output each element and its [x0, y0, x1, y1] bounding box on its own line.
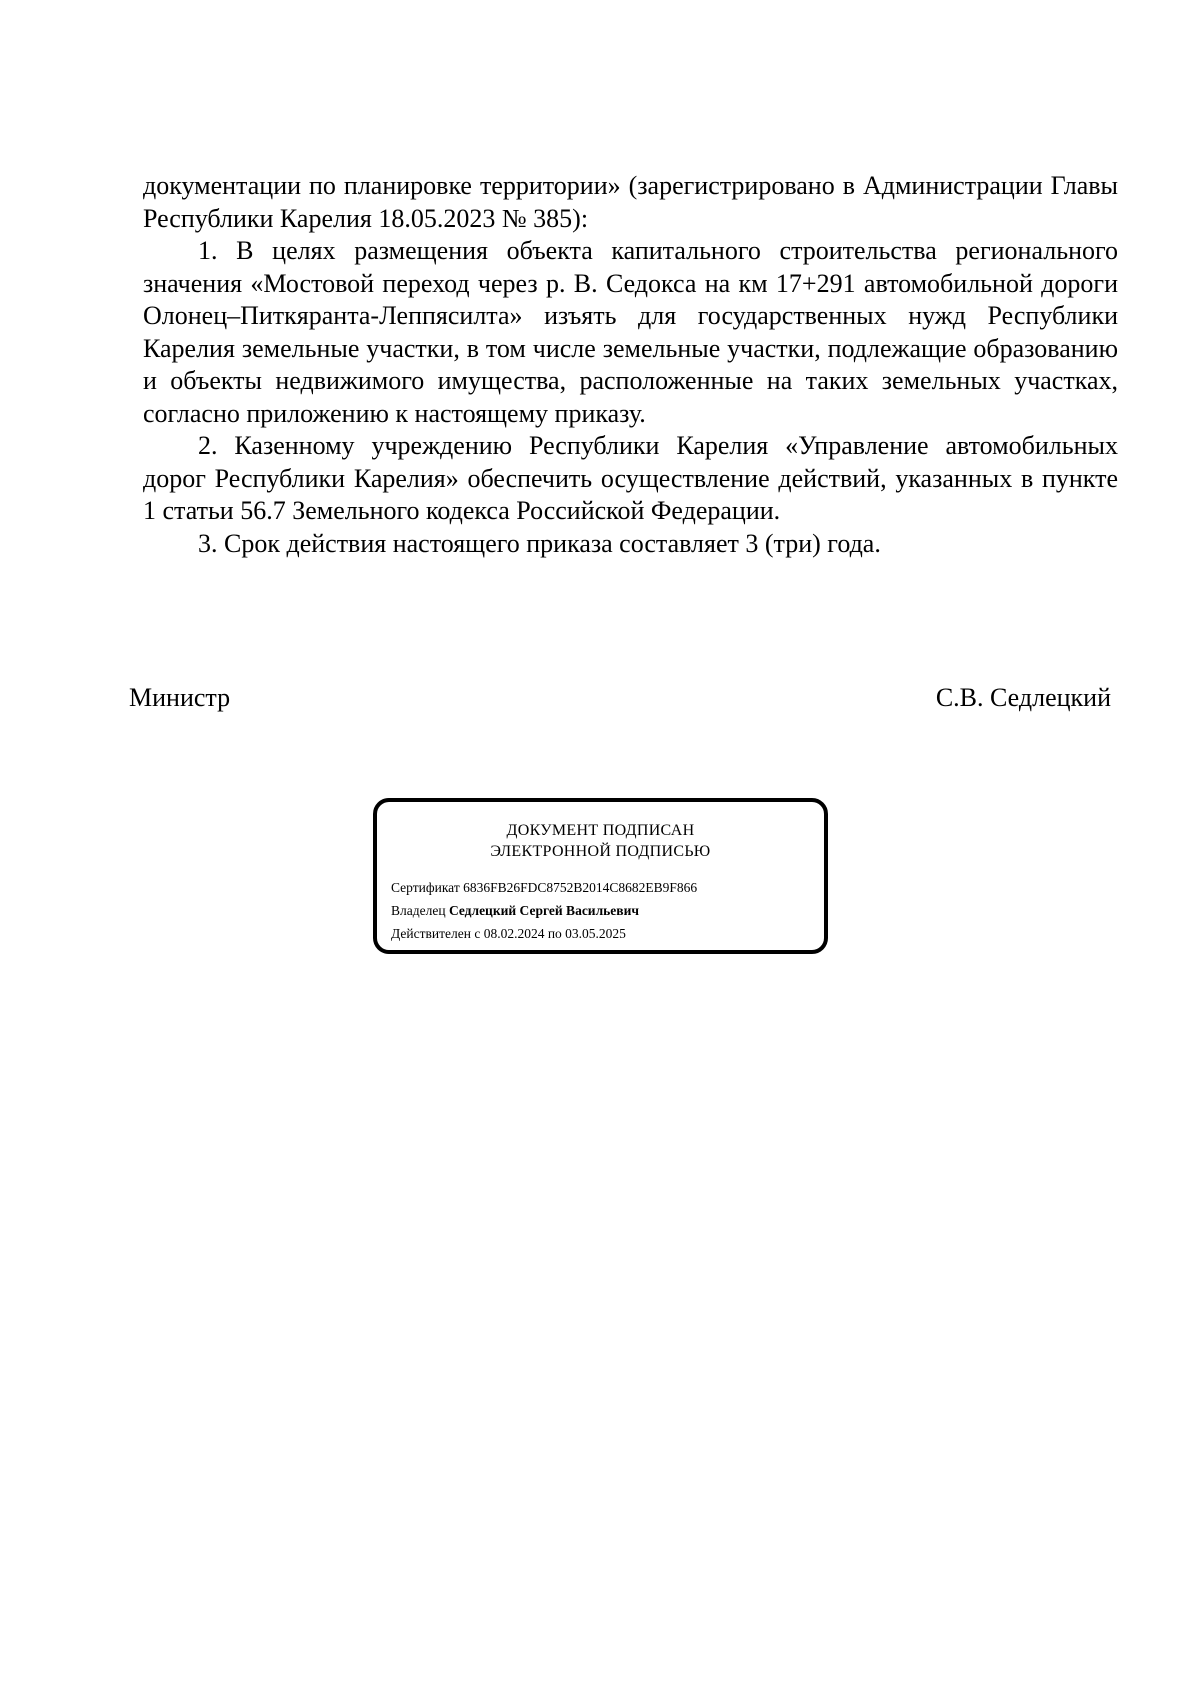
electronic-signature-stamp: [373, 798, 828, 954]
owner-label: Владелец: [391, 903, 446, 918]
stamp-title-line-2: ЭЛЕКТРОННОЙ ПОДПИСЬЮ: [490, 843, 711, 860]
signer-name: С.В. Седлецкий: [935, 683, 1111, 712]
stamp-title-line-1: ДОКУМЕНТ ПОДПИСАН: [506, 822, 695, 839]
signer-role: Министр: [129, 683, 231, 712]
valid-to-label: по: [547, 926, 562, 941]
valid-label: Действителен: [391, 926, 471, 941]
paragraph-item-1: 1. В целях размещения объекта капитального строительства регионального значения «Мостовой переход через р. В. Седокса на км 17+291 автомобильной дороги Олонец–Питкяранта-Леппясилта» изъять для государственных нужд Республики Карелия земельные участки, в том числе земельные участки, подлежащие образованию и объекты недвижимого имущества, расположенные на таких земельных участках, согласно приложению к настоящему приказу.: [143, 236, 1118, 428]
valid-from-label: с: [474, 926, 481, 941]
paragraph-intro: документации по планировке территории» (зарегистрировано в Администрации Главы Республики Карелия 18.05.2023 № 385):: [143, 171, 1118, 233]
certificate-value: 6836FB26FDC8752B2014C8682EB9F866: [463, 880, 698, 895]
paragraph-item-3: 3. Срок действия настоящего приказа составляет 3 (три) года.: [198, 528, 881, 558]
valid-from-date: 08.02.2024: [483, 926, 545, 941]
valid-to-date: 03.05.2025: [565, 926, 626, 941]
stamp-owner-line: [391, 902, 639, 920]
stamp-certificate-line: [391, 879, 697, 897]
owner-value: Седлецкий Сергей Васильевич: [448, 903, 639, 918]
stamp-title: [377, 820, 824, 862]
stamp-validity-line: [391, 925, 626, 943]
certificate-label: Сертификат: [391, 880, 460, 895]
document-body: [143, 170, 1118, 560]
paragraph-item-2: 2. Казенному учреждению Республики Карелия «Управление автомобильных дорог Республики Карелия» обеспечить осуществление действий, указанных в пункте 1 статьи 56.7 Земельного кодекса Российской Федерации.: [143, 431, 1118, 525]
